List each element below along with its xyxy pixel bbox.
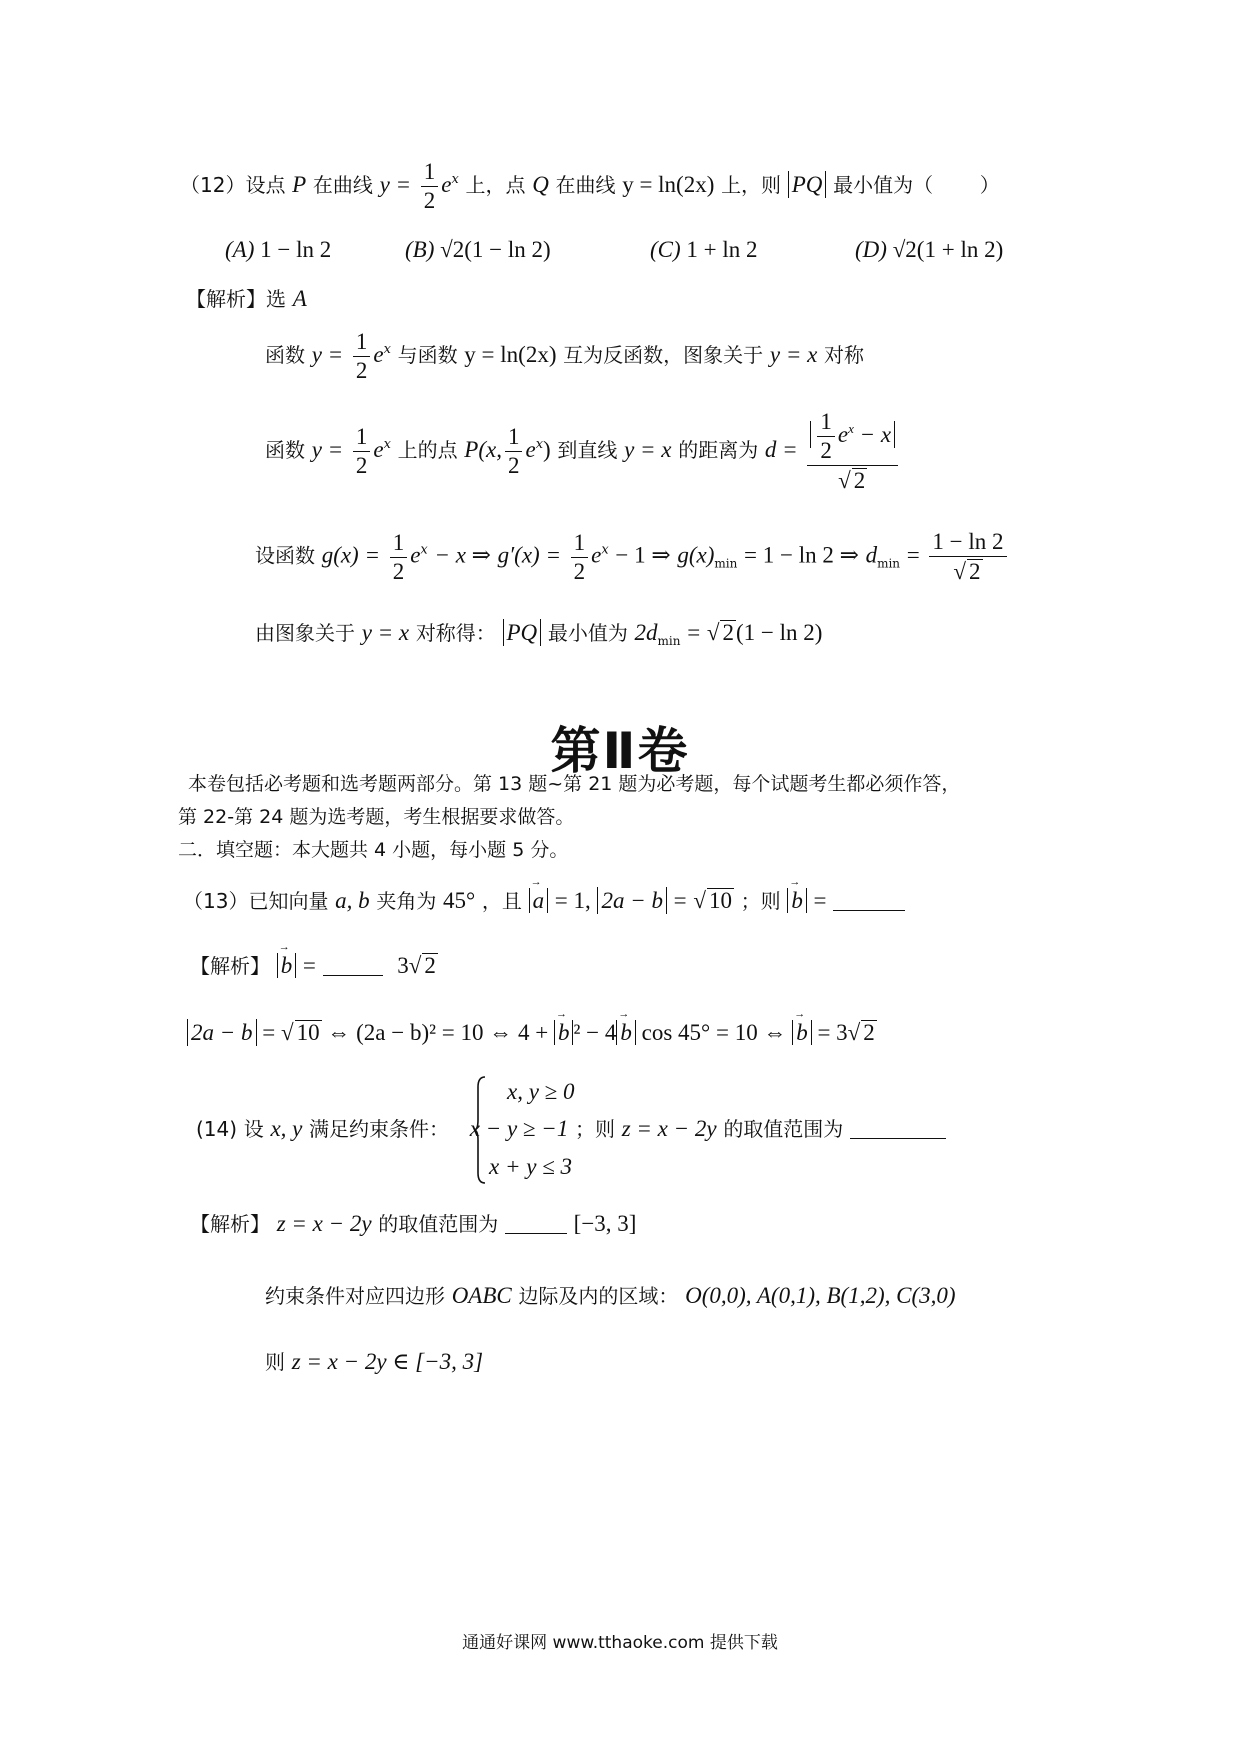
sol13-header: 【解析】 → b = 3√ 2: [190, 953, 438, 978]
part-heading: 二．填空题：本大题共 4 小题，每小题 5 分。: [178, 839, 569, 861]
answer-blank: [505, 1215, 567, 1234]
fraction-one-half: $\frac{1}{2}$: [353, 330, 371, 383]
fraction-one-half: $\frac{1}{2}$: [421, 160, 439, 213]
sol14-line1: 约束条件对应四边形 OABC 边际及内的区域： O(0,0), A(0,1), B(1,2), C(3,0): [265, 1283, 956, 1308]
sol12-header: 【解析】选 A: [186, 286, 307, 311]
section-desc-1: 本卷包括必考题和选考题两部分。第 13 题~第 21 题为必考题，每个试题考生都必须作答，: [188, 773, 961, 795]
option-b: (B) √2(1 − ln 2): [405, 237, 551, 262]
answer-blank: [833, 892, 905, 911]
option-d: (D) √2(1 + ln 2): [855, 237, 1004, 262]
q14-c3: x + y ≤ 3: [489, 1154, 573, 1179]
q12-options: [225, 238, 331, 261]
section-desc-2: 第 22-第 24 题为选考题，考生根据要求做答。: [178, 806, 575, 828]
answer-blank: [850, 1120, 946, 1139]
q14-stem: (14) 设 x, y 满足约束条件： x − y ≥ −1 ；则 z = x − 2y 的取值范围为: [196, 1117, 946, 1140]
sol12-line2: 函数 y = $\frac{1}{2}$ $e^x$ 上的点 P(x, $\frac{1}{2}$ $e^x$) 到直线 y = x 的距离为 d = $\frac{1}{2}$ $e^x - x$ √ 2: [265, 410, 901, 493]
sol13-derivation: 2a − b = √ 10 ⇔ (2a − b)² = 10 ⇔ 4 + → b ² − 4→ b cos 45° = 10 ⇔ → b = 3√ 2: [187, 1020, 877, 1045]
q13-stem: （13）已知向量 a, b 夹角为 45° ，且 → a = 1, 2a − b = √ 10 ；则 → b =: [183, 888, 905, 913]
option-c: (C) 1 + ln 2: [650, 237, 758, 262]
sol12-line3: 设函数 g(x) = $\frac{1}{2}$ $e^x - x$ ⇒ g′(x) = $\frac{1}{2}$ $e^x - 1$ ⇒ $g(x)_{min} = 1 - \ln 2$ ⇒ $d_{min}$ = $\frac{1 - \ln 2}{√ 2}$: [255, 530, 1010, 584]
answer-blank: [323, 957, 383, 976]
sol12-line1: 函数 y = $\frac{1}{2}$ $e^x$ 与函数 y = ln(2x) 互为反函数，图象关于 y = x 对称: [265, 329, 864, 384]
section-title: 第Ⅱ卷: [550, 722, 690, 780]
q14-c1: x, y ≥ 0: [507, 1079, 575, 1104]
distance-fraction: $\frac{1}{2}$ $e^x - x$ √ 2: [807, 410, 898, 493]
footer-credit: 通通好课网 www.tthaoke.com 提供下载: [462, 1633, 778, 1653]
sol14-line2: 则 z = x − 2y ∈ [−3, 3]: [265, 1349, 484, 1374]
sol14-header: 【解析】 z = x − 2y 的取值范围为 [−3, 3]: [190, 1211, 637, 1236]
q12-stem: （12）设点 P 在曲线 y = $\frac{1}{2}$ $e^x$ 上，点 Q 在曲线 y = ln(2x) 上，则 PQ 最小值为（ ）: [180, 159, 1000, 214]
sol12-line4: 由图象关于 y = x 对称得： PQ 最小值为 $2d_{min}$ = √ 2(1 − ln 2): [255, 620, 823, 648]
option-a: (A) 1 − ln 2: [225, 237, 332, 262]
